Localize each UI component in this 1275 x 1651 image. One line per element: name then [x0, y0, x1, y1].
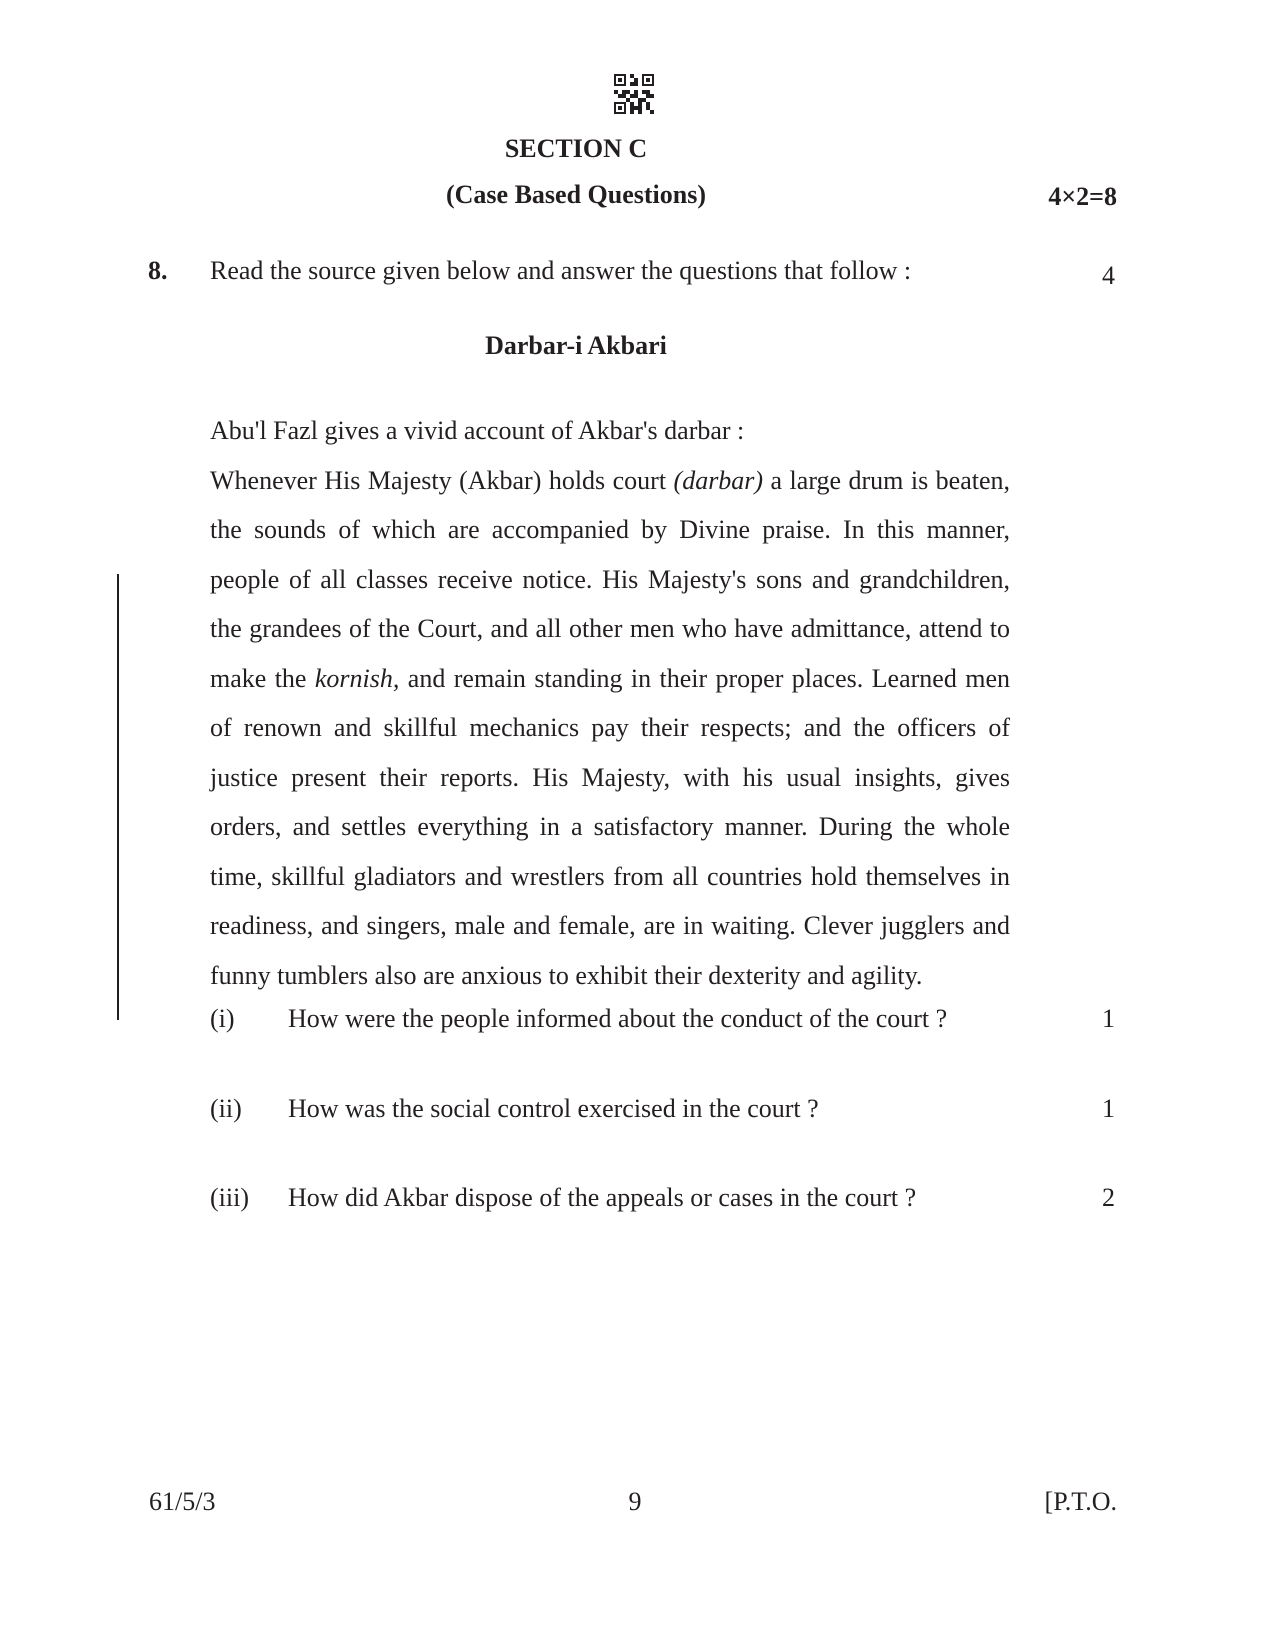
subquestion-number: (iii)	[210, 1183, 249, 1212]
subquestion-marks: 1	[1102, 1004, 1115, 1033]
source-body-text-3: and remain standing in their proper places. Learned men of renown and skillful mechanics pay their respects; and the officers of justice present their reports. His Majesty, with his usual insights, gives orders, and settles everything in a satisfactory manner. During the whole time, skillful gladiators and wrestlers from all countries hold themselves in readiness, and singers, male and female, are in waiting. Clever jugglers and funny tumblers also are anxious to exhibit their dexterity and agility.	[210, 663, 1010, 990]
subquestion-number: (i)	[210, 1004, 235, 1033]
question-number: 8.	[148, 256, 168, 285]
please-turn-over: [P.T.O.	[1044, 1487, 1117, 1516]
question-marks: 4	[1102, 261, 1115, 290]
margin-change-bar	[117, 574, 119, 1020]
section-subtitle: (Case Based Questions)	[445, 180, 706, 209]
subquestion-text: How were the people informed about the conduct of the court ?	[288, 1004, 948, 1033]
paper-code: 61/5/3	[149, 1487, 216, 1516]
qr-code-icon	[614, 74, 654, 114]
source-title: Darbar-i Akbari	[485, 331, 667, 360]
subquestion-marks: 1	[1102, 1094, 1115, 1123]
source-body-italic-darbar: (darbar)	[673, 465, 764, 495]
source-body-text-2: a large drum is beaten, the sounds of which are accompanied by Divine praise. In this manner, people of all classes receive notice. His Majesty's sons and grandchildren, the grandees of the Court, and all other men who have admittance, attend to make the	[210, 465, 1010, 693]
section-title: SECTION C	[504, 134, 648, 163]
source-passage	[210, 406, 1010, 1000]
subquestion-number: (ii)	[210, 1094, 242, 1123]
subquestion-marks: 2	[1102, 1183, 1115, 1212]
page-number: 9	[628, 1487, 642, 1516]
subquestion-text: How did Akbar dispose of the appeals or cases in the court ?	[288, 1183, 917, 1212]
source-body-italic-kornish: kornish,	[314, 663, 400, 693]
source-body	[210, 456, 1010, 1001]
subquestion-text: How was the social control exercised in the court ?	[288, 1094, 819, 1123]
source-intro: Abu'l Fazl gives a vivid account of Akbar's darbar :	[210, 416, 745, 445]
question-text: Read the source given below and answer the questions that follow :	[210, 256, 912, 285]
source-body-text-1: Whenever His Majesty (Akbar) holds court	[210, 465, 674, 495]
section-marks: 4×2=8	[1048, 182, 1117, 211]
